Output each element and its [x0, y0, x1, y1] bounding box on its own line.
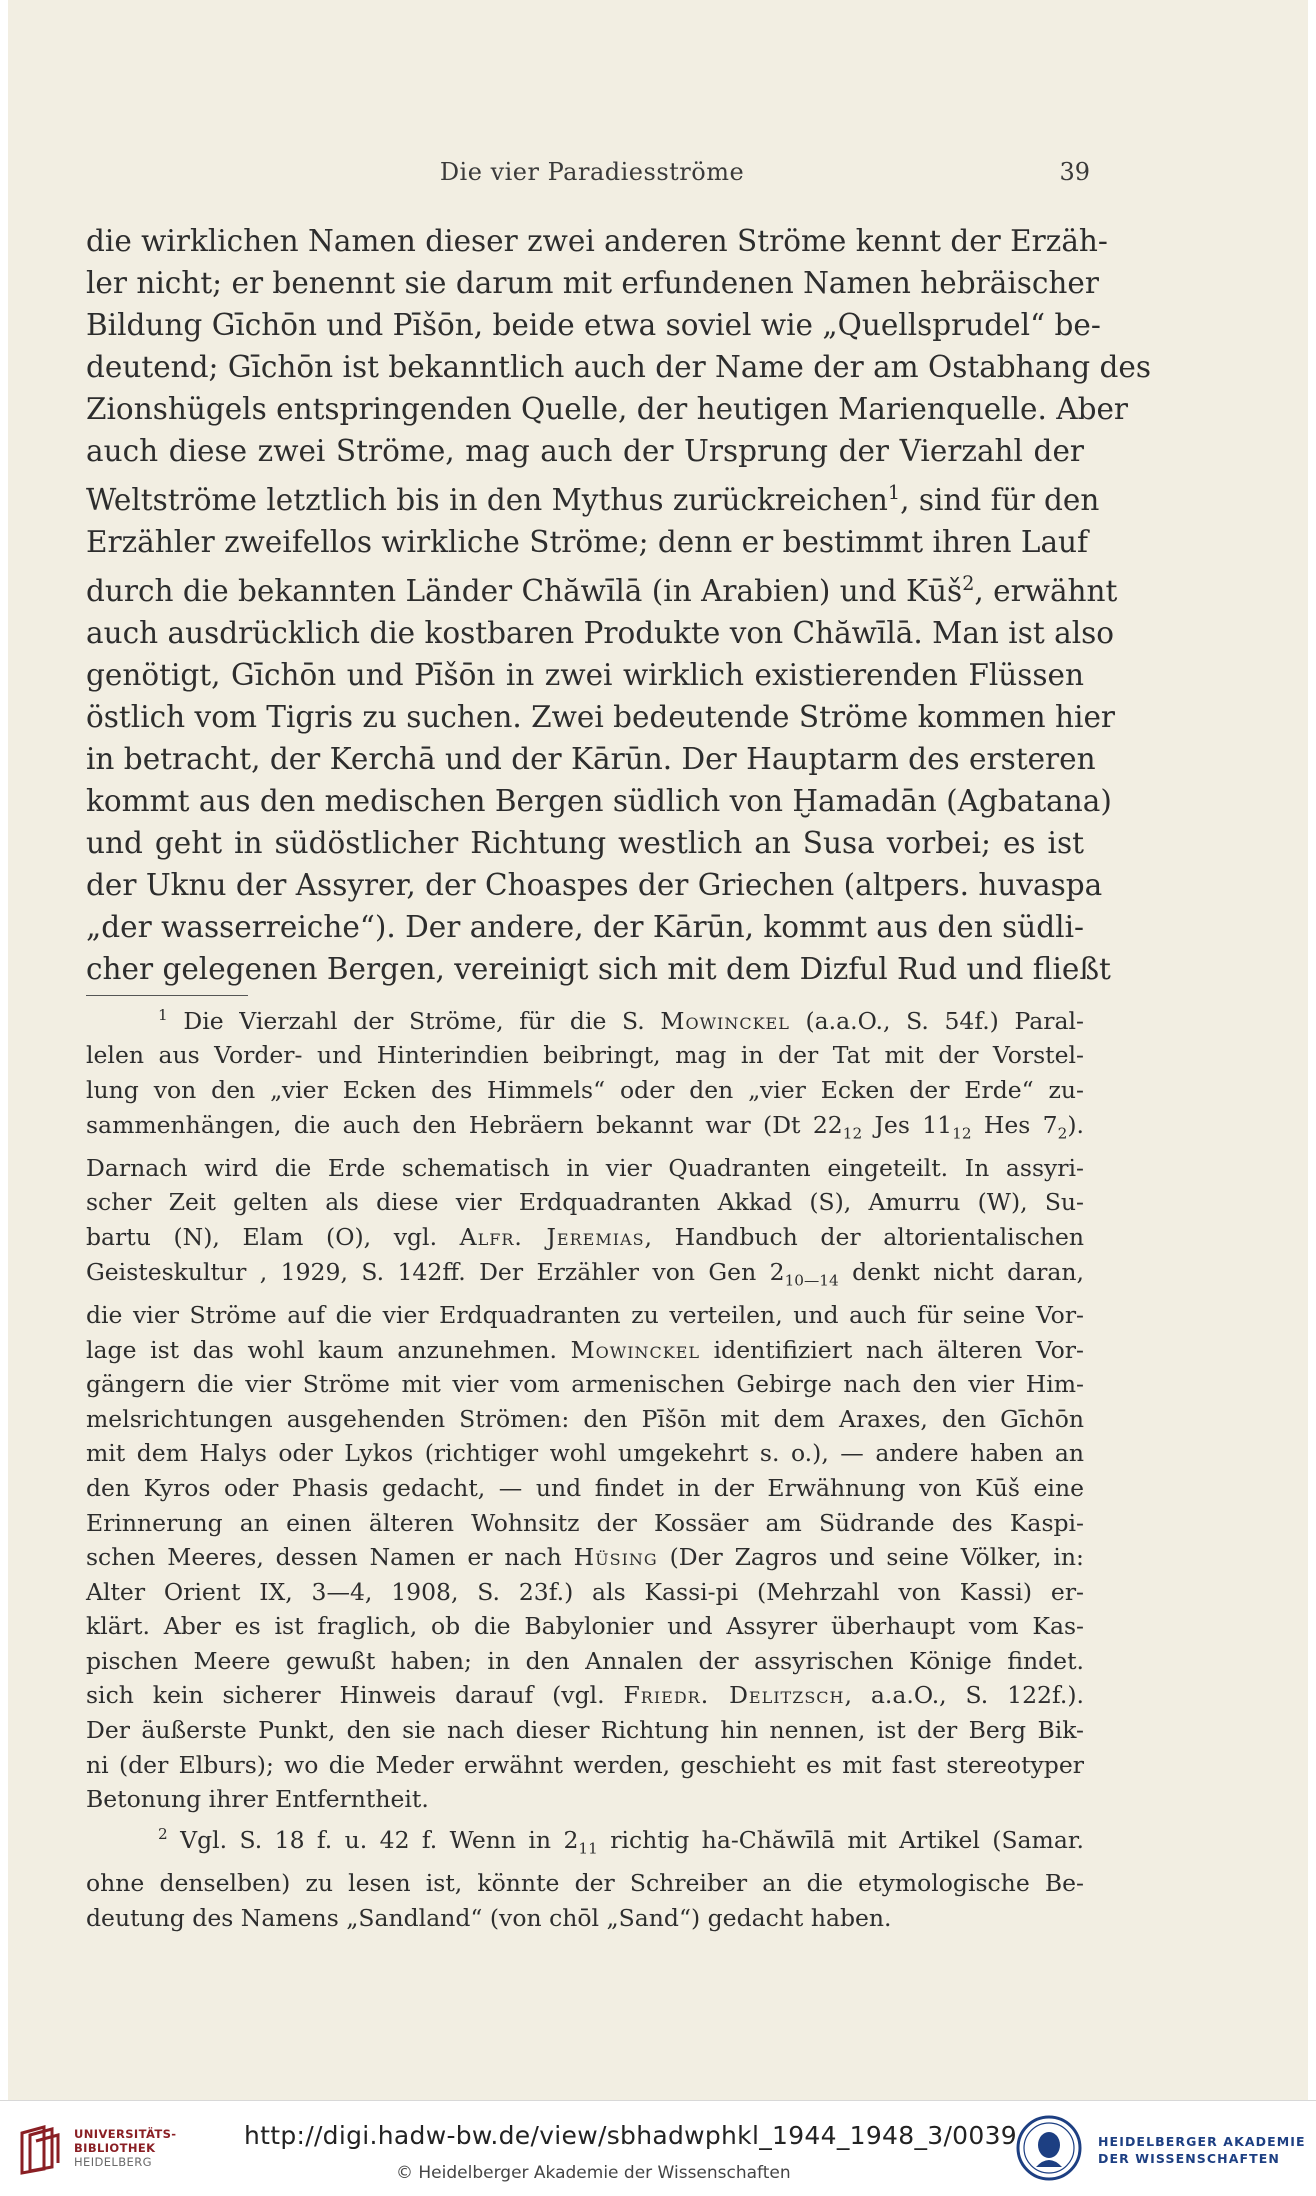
text-subscript: 12: [842, 1124, 863, 1143]
text-segment: denkt nicht daran,: [838, 1257, 1084, 1286]
running-header: [94, 158, 1090, 198]
text-segment: durch die bekannten Länder Chăwīlā (in Arabien) und Kūš: [86, 573, 963, 608]
text-segment: Vgl. S. 18 f. u. 42 f. Wenn in 2: [180, 1825, 579, 1854]
text-segment: , a.a.O., S. 122f.).: [844, 1681, 1084, 1710]
footnote-line: [86, 1333, 1084, 1368]
text-segment: Geisteskultur , 1929, S. 142ff. Der Erzähler von Gen 2: [86, 1257, 785, 1286]
text-segment: Die Vierzahl der Ströme, für die S.: [183, 1006, 645, 1035]
library-name-line: HEIDELBERG: [74, 2155, 152, 2169]
text-line: Bildung Gīchōn und Pīšōn, beide etwa soviel wie „Quellsprudel“ be-: [86, 308, 1101, 342]
text-segment: identifiziert nach älteren Vor-: [713, 1335, 1084, 1364]
author-name: Alfr. Jeremias: [459, 1223, 645, 1252]
permalink-url[interactable]: http://digi.hadw-bw.de/view/sbhadwphkl_1944_1948_3/0039: [244, 2121, 1018, 2150]
footnote-line: lung von den „vier Ecken des Himmels“ oder den „vier Ecken der Erde“ zu-: [86, 1076, 1084, 1105]
footnote-divider: [86, 995, 248, 996]
library-name-line: UNIVERSITÄTS-: [74, 2127, 177, 2141]
text-subscript: 10—14: [784, 1271, 839, 1290]
footnote-line: [86, 1817, 1084, 1866]
footnote-line: Der äußerste Punkt, den sie nach dieser Richtung hin nennen, ist der Berg Bik-: [86, 1716, 1084, 1745]
university-library-logo-icon[interactable]: [14, 2123, 62, 2177]
footnote-line: Betonung ihrer Entferntheit.: [86, 1785, 429, 1814]
footnote-line: gängern die vier Ströme mit vier vom armenischen Gebirge nach den vier Him-: [86, 1370, 1084, 1399]
footnote-line: pischen Meere gewußt haben; in den Annalen der assyrischen Könige findet.: [86, 1646, 1084, 1675]
footnote-line: den Kyros oder Phasis gedacht, — und findet in der Erwähnung von Kūš eine: [86, 1473, 1084, 1502]
copyright-notice: © Heidelberger Akademie der Wissenschaften: [396, 2163, 791, 2183]
footnote-line: scher Zeit gelten als diese vier Erdquadranten Akkad (S), Amurru (W), Su-: [86, 1188, 1084, 1217]
text-segment: Hes 7: [971, 1110, 1058, 1139]
footnote-line: [86, 1678, 1084, 1713]
text-segment: (a.a.O., S. 54f.) Paral-: [805, 1006, 1084, 1035]
footnote-line: ni (der Elburs); wo die Meder erwähnt werden, geschieht es mit fast stereotyper: [86, 1750, 1084, 1779]
footnote-line: klärt. Aber es ist fraglich, ob die Babylonier und Assyrer überhaupt vom Kas-: [86, 1612, 1084, 1641]
text-segment: (Der Zagros und seine Völker, in:: [669, 1543, 1084, 1572]
footnote-line: [86, 1220, 1084, 1255]
footnote-mark: 1: [158, 1006, 168, 1024]
footnote-line: mit dem Halys oder Lykos (richtiger wohl umgekehrt s. o.), — andere haben an: [86, 1439, 1084, 1468]
text-line: der Uknu der Assyrer, der Choaspes der Griechen (altpers. huvaspa: [86, 867, 1103, 902]
footnote-line: Darnach wird die Erde schematisch in vier Quadranten eingeteilt. In assyri-: [86, 1153, 1084, 1182]
footnote-line: Alter Orient IX, 3—4, 1908, S. 23f.) als Kassi-pi (Mehrzahl von Kassi) er-: [86, 1577, 1084, 1606]
footnote-line: melsrichtungen ausgehenden Strömen: den Pīšōn mit dem Araxes, den Gīchōn: [86, 1404, 1084, 1433]
footnote-line: die vier Ströme auf die vier Erdquadranten zu verteilen, und auch für seine Vor-: [86, 1300, 1084, 1329]
text-segment: , Handbuch der altorientalischen: [644, 1223, 1084, 1252]
text-line: auch ausdrücklich die kostbaren Produkte von Chăwīlā. Man ist also: [86, 615, 1115, 650]
text-line: ler nicht; er benennt sie darum mit erfundenen Namen hebräischer: [86, 266, 1099, 300]
text-subscript: 11: [578, 1839, 598, 1858]
text-segment: Jes 11: [862, 1110, 953, 1139]
footnotes: [86, 998, 1084, 1935]
text-line: [86, 472, 1100, 521]
author-name: Hüsing: [573, 1543, 658, 1572]
footnote-ref[interactable]: 2: [962, 571, 975, 595]
footnote-line: [86, 998, 1084, 1038]
text-subscript: 2: [1057, 1124, 1068, 1143]
text-segment: richtig ha-Chăwīlā mit Artikel (Samar.: [597, 1825, 1084, 1854]
footnote-line: Erinnerung an einen älteren Wohnsitz der Kossäer am Südrande des Kaspi-: [86, 1508, 1084, 1537]
footnote-line: [86, 1255, 1084, 1298]
text-line: östlich vom Tigris zu suchen. Zwei bedeutende Ströme kommen hier: [86, 699, 1116, 734]
text-segment: sammenhängen, die auch den Hebräern bekannt war (Dt 22: [86, 1110, 843, 1139]
text-line: und geht in südöstlicher Richtung westlich an Susa vorbei; es ist: [86, 825, 1084, 860]
text-line: cher gelegenen Bergen, vereinigt sich mit dem Dizful Rud und fließt: [86, 951, 1111, 986]
footnote-line: deutung des Namens „Sandland“ (von chōl „Sand“) gedacht haben.: [86, 1903, 892, 1932]
text-line: genötigt, Gīchōn und Pīšōn in zwei wirklich existierenden Flüssen: [86, 657, 1084, 692]
footnote-line: [86, 1108, 1084, 1151]
text-line: in betracht, der Kerchā und der Kārūn. Der Hauptarm des ersteren: [86, 741, 1096, 776]
text-segment: ).: [1067, 1110, 1084, 1139]
footnote-line: lelen aus Vorder- und Hinterindien beibringt, mag in der Tat mit der Vorstel-: [86, 1041, 1084, 1070]
text-segment: sich kein sicherer Hinweis darauf (vgl.: [86, 1681, 605, 1710]
academy-name-line: HEIDELBERGER AKADEMIE: [1098, 2134, 1306, 2149]
text-line: [86, 563, 1118, 612]
text-line: „der wasserreiche“). Der andere, der Kārūn, kommt aus den südli-: [86, 909, 1084, 944]
text-segment: bartu (N), Elam (O), vgl.: [86, 1223, 438, 1252]
text-line: die wirklichen Namen dieser zwei anderen Ströme kennt der Erzäh-: [86, 224, 1108, 258]
text-line: Erzähler zweifellos wirkliche Ströme; denn er bestimmt ihren Lauf: [86, 524, 1088, 559]
author-name: Mowinckel: [570, 1335, 701, 1364]
university-library-name: [74, 2127, 176, 2169]
body-text: [86, 220, 1151, 990]
text-line: deutend; Gīchōn ist bekanntlich auch der Name der am Ostabhang des: [86, 350, 1151, 384]
academy-name: [1098, 2133, 1306, 2167]
academy-name-line: DER WISSENSCHAFTEN: [1098, 2151, 1280, 2166]
text-segment: schen Meeres, dessen Namen er nach: [86, 1543, 562, 1572]
author-name: Mowinckel: [660, 1006, 790, 1035]
text-segment: , erwähnt: [974, 573, 1118, 608]
header-title: Die vier Paradiesströme: [439, 158, 745, 186]
text-segment: , sind für den: [900, 482, 1100, 517]
academy-seal-icon[interactable]: [1016, 2115, 1082, 2181]
text-line: Zionshügels entspringenden Quelle, der heutigen Marienquelle. Aber: [86, 392, 1129, 426]
viewer-footer: [0, 2100, 1316, 2196]
author-name: Friedr. Delitzsch: [623, 1681, 845, 1710]
text-segment: Weltströme letztlich bis in den Mythus zurückreichen: [86, 482, 888, 517]
text-line: kommt aus den medischen Bergen südlich von Ḫamadān (Agbatana): [86, 783, 1112, 818]
footnote-ref[interactable]: 1: [887, 481, 901, 504]
footnote-line: ohne denselben) zu lesen ist, könnte der Schreiber an die etymologische Be-: [86, 1868, 1084, 1897]
footnote-mark: 2: [158, 1824, 168, 1843]
page-number: 39: [1059, 158, 1090, 186]
library-name-line: BIBLIOTHEK: [74, 2141, 156, 2155]
footnote-line: [86, 1540, 1084, 1575]
text-line: auch diese zwei Ströme, mag auch der Ursprung der Vierzahl der: [86, 434, 1084, 468]
text-subscript: 12: [952, 1124, 972, 1143]
text-segment: lage ist das wohl kaum anzunehmen.: [86, 1335, 557, 1364]
